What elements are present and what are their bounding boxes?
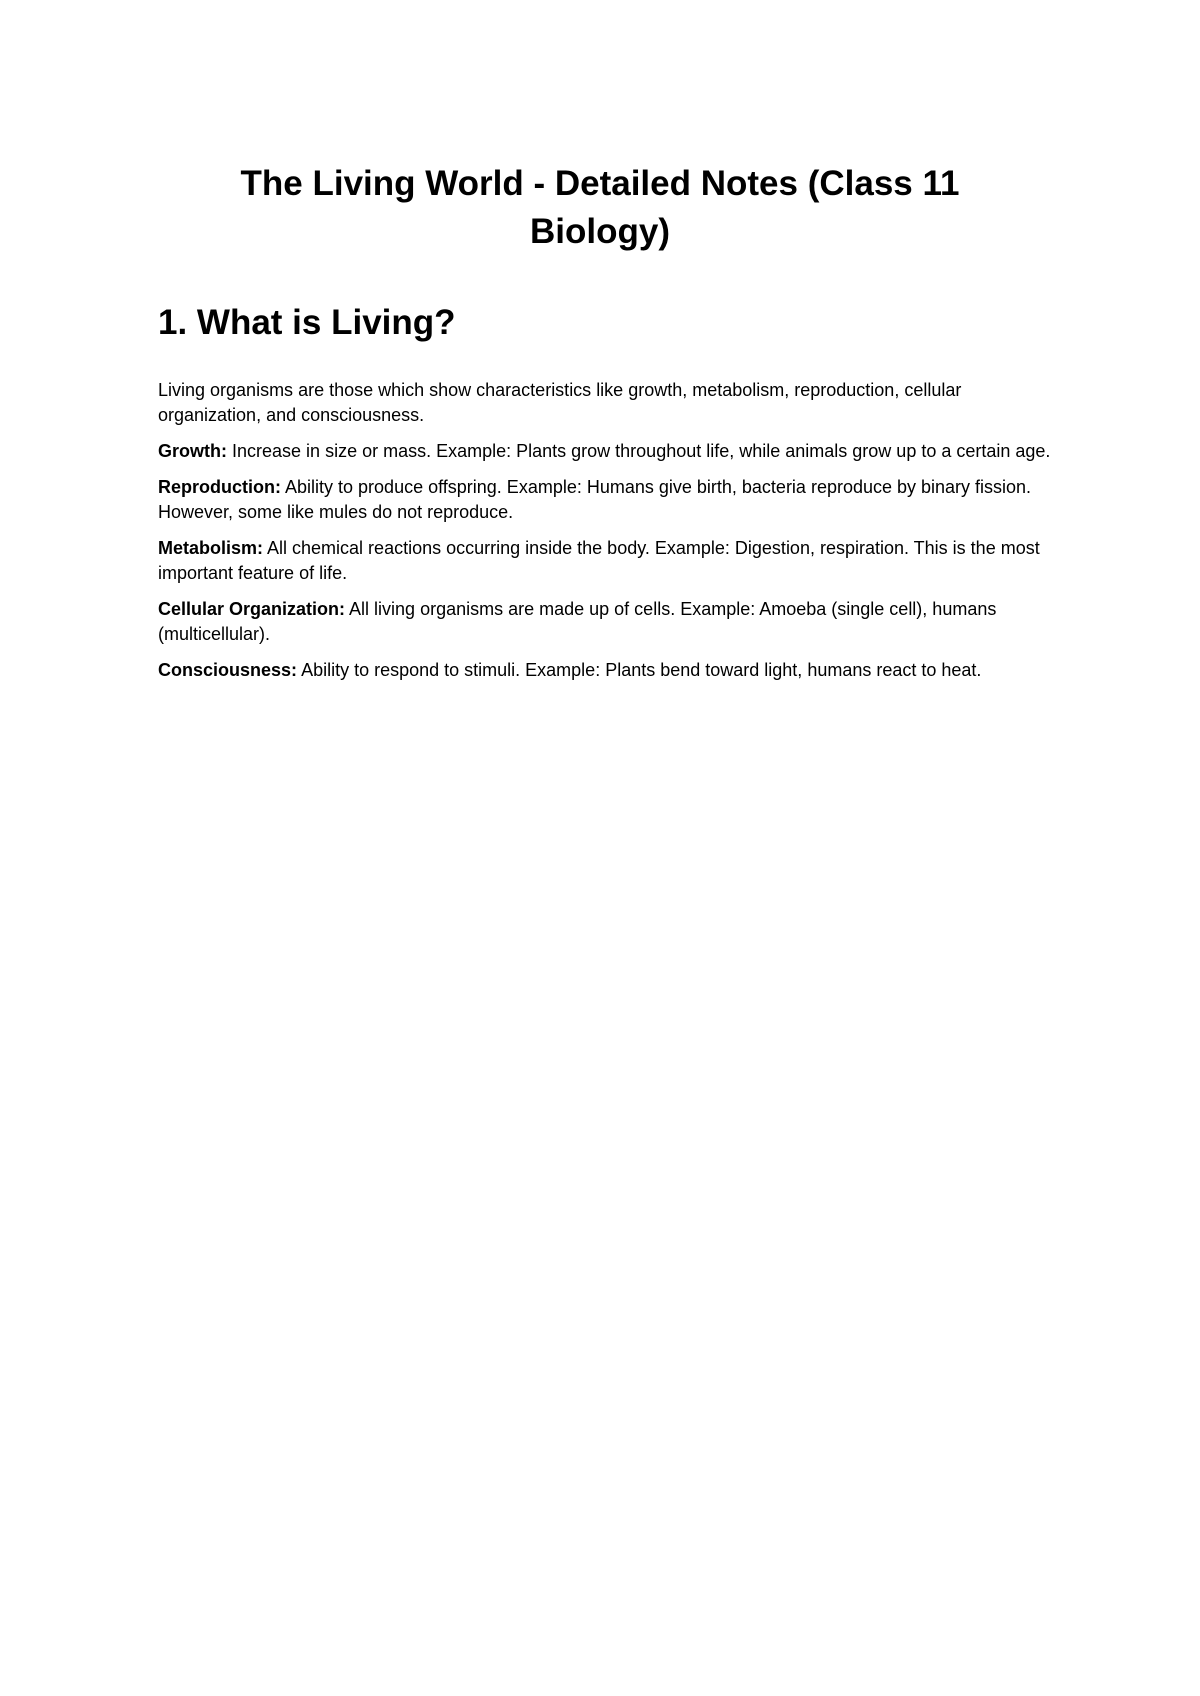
- term-label: Growth:: [158, 441, 227, 461]
- term-label: Reproduction:: [158, 477, 281, 497]
- term-label: Cellular Organization:: [158, 599, 346, 619]
- document-title: The Living World - Detailed Notes (Class 11 Biology): [240, 164, 960, 251]
- term-label: Metabolism:: [158, 538, 264, 558]
- term-label: Consciousness:: [158, 660, 298, 680]
- characteristic-metabolism: [158, 536, 1058, 586]
- section-heading: 1. What is Living?: [158, 303, 456, 342]
- characteristic-cellular-organization: [158, 597, 1058, 647]
- section-body: [158, 378, 1058, 694]
- term-description: Increase in size or mass. Example: Plants grow throughout life, while animals grow up to a certain age.: [232, 441, 1051, 461]
- term-description: Ability to produce offspring. Example: Humans give birth, bacteria reproduce by binary fission. However, some like mules do not reproduce.: [158, 477, 1032, 522]
- intro-paragraph: Living organisms are those which show characteristics like growth, metabolism, reproduction, cellular organization, and consciousness.: [158, 380, 962, 425]
- term-description: All living organisms are made up of cells. Example: Amoeba (single cell), humans (multicellular).: [158, 599, 997, 644]
- characteristic-reproduction: [158, 475, 1058, 525]
- characteristic-growth: [158, 439, 1058, 464]
- characteristic-consciousness: [158, 658, 1058, 683]
- term-description: Ability to respond to stimuli. Example: Plants bend toward light, humans react to heat.: [301, 660, 982, 680]
- term-description: All chemical reactions occurring inside the body. Example: Digestion, respiration. This is the most important feature of life.: [158, 538, 1040, 583]
